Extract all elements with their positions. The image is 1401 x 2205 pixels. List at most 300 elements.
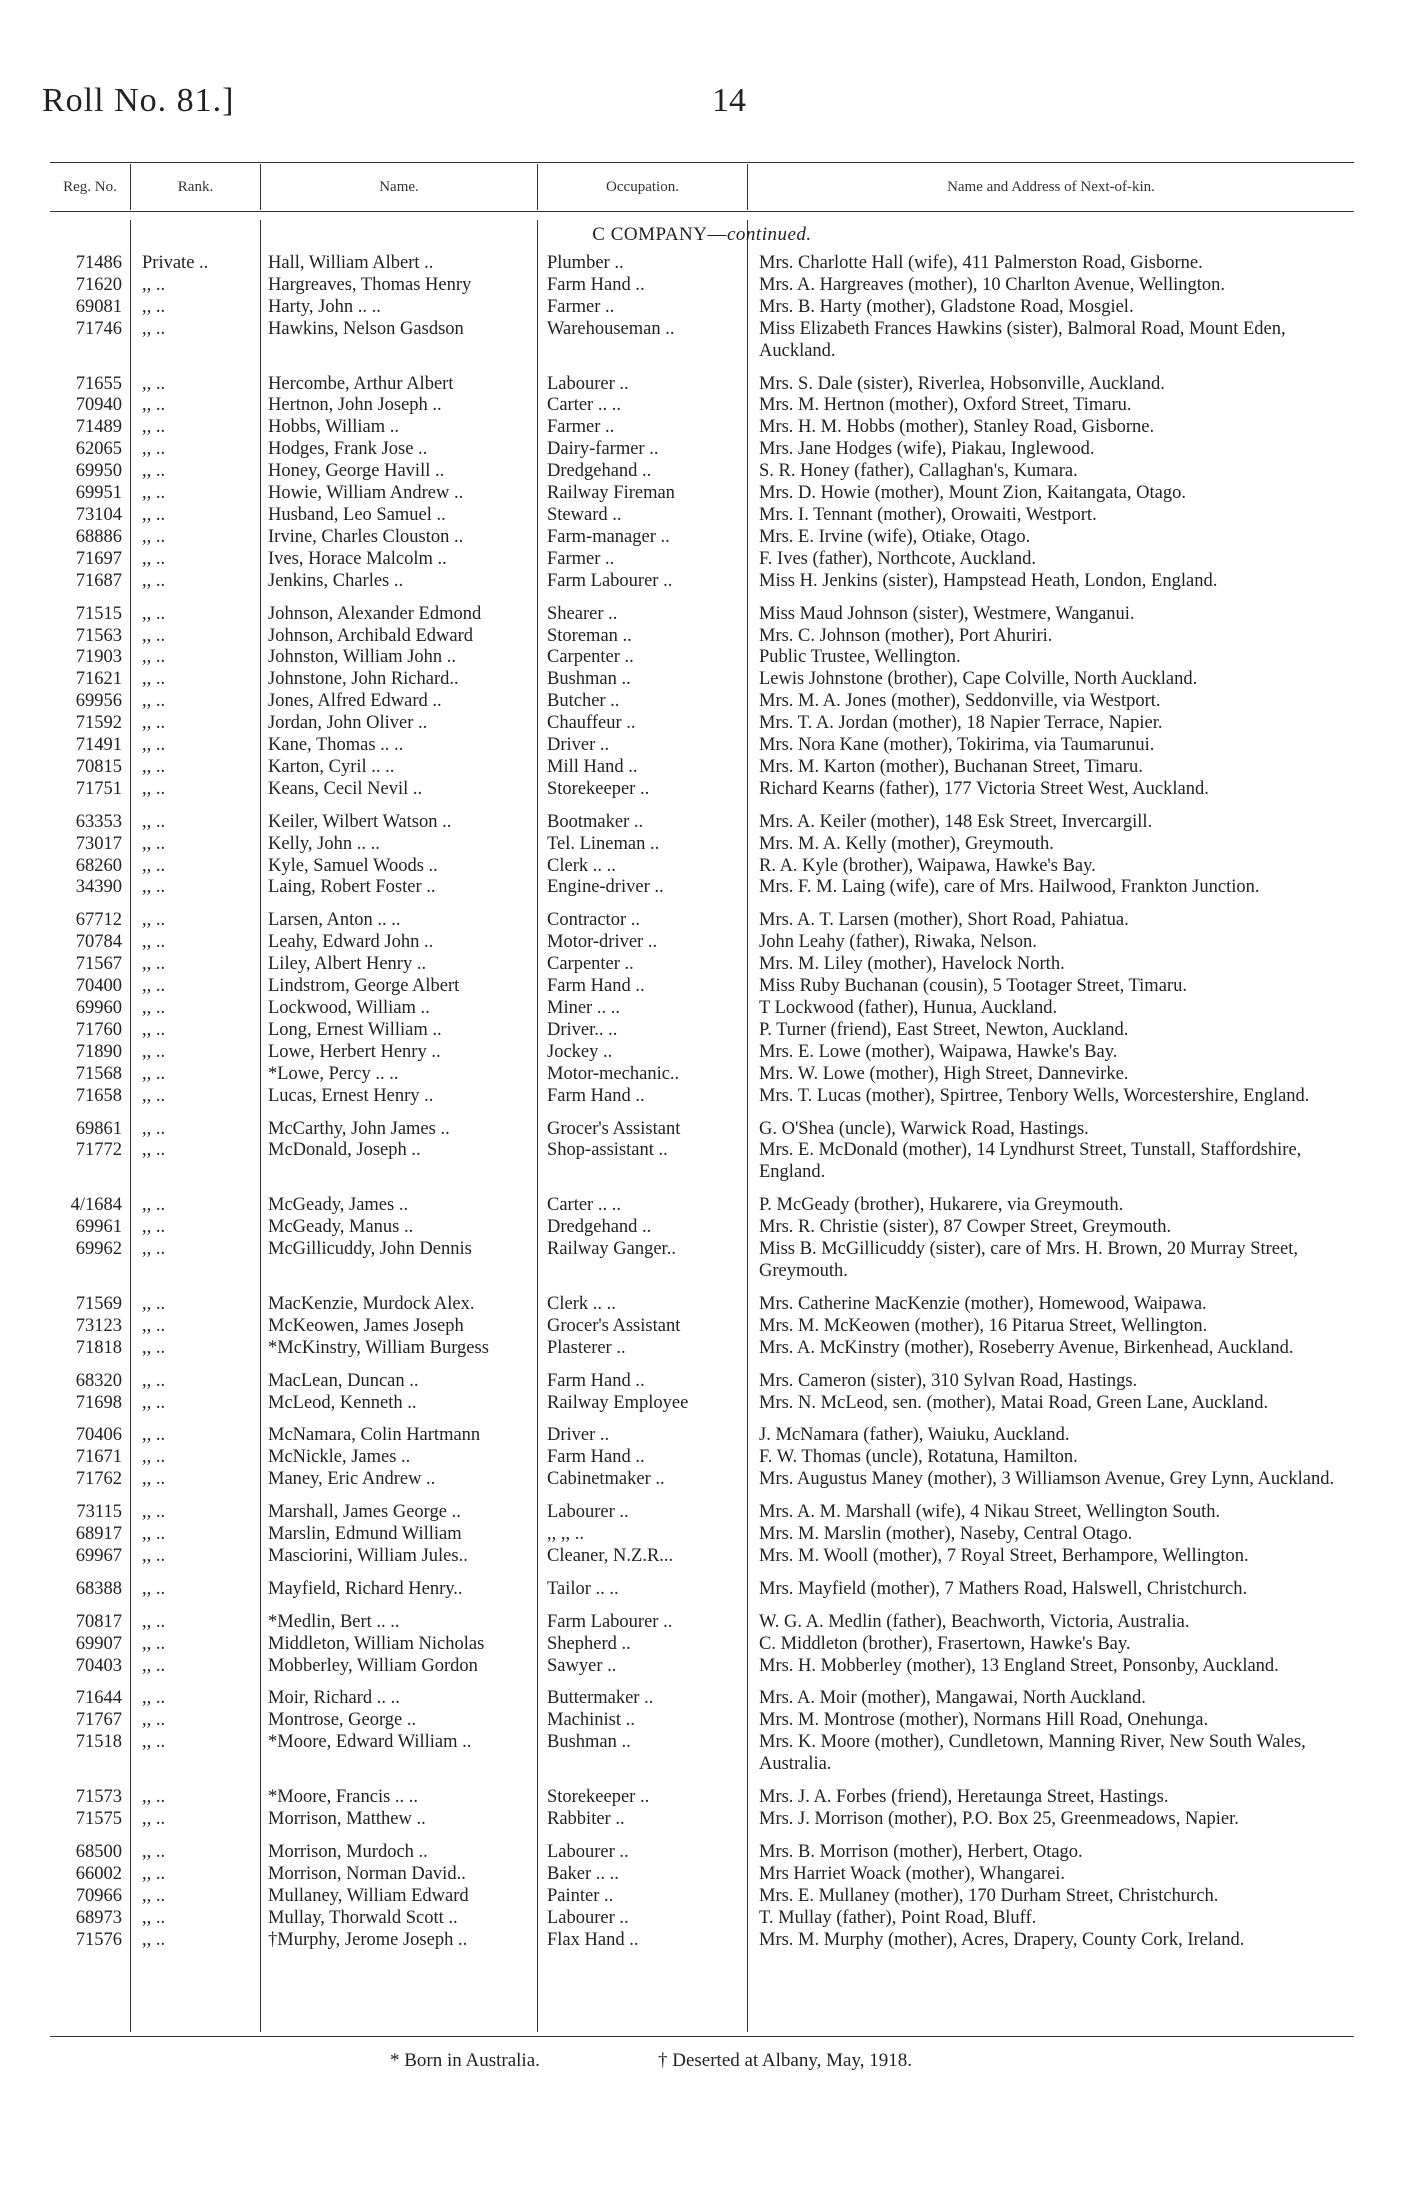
rank-cell: ,, .. [142, 1118, 166, 1139]
next-of-kin-cell: Mrs. C. Johnson (mother), Port Ahuriri. [759, 625, 1053, 646]
table-row [50, 461, 1354, 483]
name-cell: Mullay, Thorwald Scott .. [268, 1907, 458, 1928]
name-cell: Leahy, Edward John .. [268, 932, 434, 953]
next-of-kin-cell: Mrs. M. Murphy (mother), Acres, Drapery, County Cork, Ireland. [759, 1929, 1245, 1950]
table-row [50, 1140, 1354, 1184]
name-cell: Jenkins, Charles .. [268, 570, 404, 591]
page-number: 14 [712, 82, 746, 119]
table-row [50, 1371, 1354, 1393]
table-row [50, 253, 1354, 275]
name-cell: Hargreaves, Thomas Henry [268, 274, 472, 295]
reg-number-cell: 4/1684 [70, 1195, 122, 1216]
reg-number-cell: 69962 [75, 1239, 122, 1260]
table-row [50, 505, 1354, 527]
occupation-cell: Jockey .. [547, 1041, 613, 1062]
column-header-occupation: Occupation. [537, 164, 747, 210]
reg-number-cell: 34390 [75, 877, 122, 898]
rank-cell: ,, .. [142, 274, 166, 295]
rank-cell: ,, .. [142, 1140, 166, 1161]
table-row [50, 954, 1354, 976]
name-cell: Karton, Cyril .. .. [268, 756, 395, 777]
name-cell: Morrison, Murdoch .. [268, 1841, 428, 1862]
occupation-cell: Dredgehand .. [547, 461, 652, 482]
reg-number-cell: 71687 [75, 570, 122, 591]
rank-cell: ,, .. [142, 526, 166, 547]
name-cell: Mayfield, Richard Henry.. [268, 1578, 463, 1599]
reg-number-cell: 73017 [75, 833, 122, 854]
occupation-cell: Farmer .. [547, 417, 615, 438]
rank-cell: ,, .. [142, 1841, 166, 1862]
occupation-cell: Motor-mechanic.. [547, 1063, 680, 1084]
next-of-kin-cell: Mrs. M. Hertnon (mother), Oxford Street, Timaru. [759, 395, 1132, 416]
next-of-kin-cell: Mrs. Cameron (sister), 310 Sylvan Road, Hastings. [759, 1370, 1138, 1391]
reg-number-cell: 71515 [75, 603, 122, 624]
table-row [50, 1732, 1354, 1776]
reg-number-cell: 70815 [75, 756, 122, 777]
next-of-kin-cell: Lewis Johnstone (brother), Cape Colville, North Auckland. [759, 669, 1198, 690]
rank-cell: ,, .. [142, 603, 166, 624]
name-cell: †Murphy, Jerome Joseph .. [268, 1929, 468, 1950]
occupation-cell: Buttermaker .. [547, 1688, 654, 1709]
table-row [50, 319, 1354, 363]
name-cell: Lindstrom, George Albert [268, 976, 460, 997]
rank-cell: ,, .. [142, 1315, 166, 1336]
next-of-kin-cell: Mrs. H. M. Hobbs (mother), Stanley Road, Gisborne. [759, 417, 1155, 438]
next-of-kin-cell: Mrs. K. Moore (mother), Cundletown, Manning River, New South Wales, Australia. [759, 1732, 1306, 1775]
occupation-cell: Engine-driver .. [547, 877, 664, 898]
rank-cell: ,, .. [142, 1370, 166, 1391]
next-of-kin-cell: C. Middleton (brother), Frasertown, Hawke's Bay. [759, 1633, 1131, 1654]
occupation-cell: Dredgehand .. [547, 1217, 652, 1238]
reg-number-cell: 69950 [75, 461, 122, 482]
table-row [50, 1469, 1354, 1491]
rank-cell: ,, .. [142, 548, 166, 569]
name-cell: Irvine, Charles Clouston .. [268, 526, 464, 547]
table-row [50, 856, 1354, 878]
next-of-kin-cell: P. McGeady (brother), Hukarere, via Greymouth. [759, 1195, 1124, 1216]
table-row [50, 604, 1354, 626]
rank-cell: ,, .. [142, 1787, 166, 1808]
occupation-cell: Bootmaker .. [547, 811, 644, 832]
next-of-kin-cell: Richard Kearns (father), 177 Victoria Street West, Auckland. [759, 778, 1209, 799]
reg-number-cell: 71658 [75, 1085, 122, 1106]
reg-number-cell: 73104 [75, 504, 122, 525]
rank-cell: ,, .. [142, 1041, 166, 1062]
occupation-cell: Farm Labourer .. [547, 1611, 673, 1632]
table-row [50, 439, 1354, 461]
table-row [50, 1425, 1354, 1447]
reg-number-cell: 68886 [75, 526, 122, 547]
next-of-kin-cell: S. R. Honey (father), Callaghan's, Kumara. [759, 461, 1078, 482]
name-cell: McNickle, James .. [268, 1447, 411, 1468]
occupation-cell: Labourer .. [547, 373, 629, 394]
reg-number-cell: 68260 [75, 855, 122, 876]
table-row [50, 626, 1354, 648]
occupation-cell: Railway Ganger.. [547, 1239, 676, 1260]
next-of-kin-cell: Mrs. N. McLeod, sen. (mother), Matai Road, Green Lane, Auckland. [759, 1392, 1269, 1413]
reg-number-cell: 67712 [75, 910, 122, 931]
rank-cell: ,, .. [142, 1502, 166, 1523]
table-row [50, 1688, 1354, 1710]
rank-cell: ,, .. [142, 1085, 166, 1106]
next-of-kin-cell: Mrs. Charlotte Hall (wife), 411 Palmerston Road, Gisborne. [759, 253, 1203, 273]
next-of-kin-cell: Public Trustee, Wellington. [759, 647, 961, 668]
next-of-kin-cell: Mrs. R. Christie (sister), 87 Cowper Street, Greymouth. [759, 1217, 1172, 1238]
table-row [50, 571, 1354, 593]
table-row [50, 812, 1354, 834]
footnotes [50, 2050, 1354, 2090]
name-cell: Laing, Robert Foster .. [268, 877, 436, 898]
occupation-cell: Rabbiter .. [547, 1809, 625, 1829]
table-row [50, 1064, 1354, 1086]
rank-cell: ,, .. [142, 417, 166, 438]
table-row [50, 1886, 1354, 1908]
column-header-rank: Rank. [130, 164, 260, 210]
next-of-kin-cell: Mrs. A. McKinstry (mother), Roseberry Avenue, Birkenhead, Auckland. [759, 1337, 1294, 1358]
reg-number-cell: 70406 [75, 1425, 122, 1446]
reg-number-cell: 70403 [75, 1655, 122, 1676]
name-cell: Kelly, John .. .. [268, 833, 380, 854]
rank-cell: ,, .. [142, 713, 166, 734]
occupation-cell: Carpenter .. [547, 647, 634, 668]
column-header-name: Name. [260, 164, 537, 210]
column-header-next-of-kin: Name and Address of Next-of-kin. [747, 164, 1354, 210]
rank-cell: ,, .. [142, 954, 166, 975]
table-row [50, 1316, 1354, 1338]
next-of-kin-cell: Mrs. J. A. Forbes (friend), Heretaunga Street, Hastings. [759, 1787, 1169, 1808]
next-of-kin-cell: F. Ives (father), Northcote, Auckland. [759, 548, 1036, 569]
name-cell: Morrison, Norman David.. [268, 1863, 466, 1884]
rank-cell: ,, .. [142, 1545, 166, 1566]
reg-number-cell: 71486 [75, 253, 122, 273]
name-cell: McGeady, Manus .. [268, 1217, 414, 1238]
table-row [50, 395, 1354, 417]
name-cell: Montrose, George .. [268, 1710, 417, 1731]
next-of-kin-cell: R. A. Kyle (brother), Waipawa, Hawke's Bay. [759, 855, 1096, 876]
rank-cell: ,, .. [142, 1578, 166, 1599]
next-of-kin-cell: Mrs. M. A. Jones (mother), Seddonville, via Westport. [759, 691, 1161, 712]
next-of-kin-cell: Mrs. A. T. Larsen (mother), Short Road, Pahiatua. [759, 910, 1129, 931]
occupation-cell: Driver .. [547, 735, 610, 756]
next-of-kin-cell: Mrs. E. Lowe (mother), Waipawa, Hawke's Bay. [759, 1041, 1118, 1062]
occupation-cell: Baker .. .. [547, 1863, 619, 1884]
rank-cell: ,, .. [142, 373, 166, 394]
occupation-cell: Machinist .. [547, 1710, 635, 1731]
occupation-cell: Plasterer .. [547, 1337, 626, 1358]
name-cell: Mullaney, William Edward [268, 1885, 469, 1906]
table-row [50, 1656, 1354, 1678]
reg-number-cell: 71746 [75, 318, 122, 339]
reg-number-cell: 62065 [75, 439, 122, 460]
reg-number-cell: 71890 [75, 1041, 122, 1062]
table-row [50, 998, 1354, 1020]
rank-cell: ,, .. [142, 1809, 166, 1829]
name-cell: Marslin, Edmund William [268, 1524, 462, 1545]
reg-number-cell: 73123 [75, 1315, 122, 1336]
name-cell: Howie, William Andrew .. [268, 483, 464, 504]
table-row [50, 549, 1354, 571]
rank-cell: ,, .. [142, 669, 166, 690]
occupation-cell: Tailor .. .. [547, 1578, 619, 1599]
reg-number-cell: 69960 [75, 998, 122, 1018]
occupation-cell: Farm Hand .. [547, 976, 645, 997]
rank-cell: ,, .. [142, 318, 166, 339]
footnote-deserted: † Deserted at Albany, May, 1918. [658, 2050, 912, 2071]
name-cell: Hall, William Albert .. [268, 253, 434, 273]
reg-number-cell: 69861 [75, 1118, 122, 1139]
reg-number-cell: 69081 [75, 296, 122, 317]
table-row [50, 275, 1354, 297]
next-of-kin-cell: Mrs. M. McKeowen (mother), 16 Pitarua Street, Wellington. [759, 1315, 1208, 1336]
occupation-cell: Farm Hand .. [547, 1085, 645, 1106]
reg-number-cell: 69951 [75, 483, 122, 504]
footnote-born-australia: * Born in Australia. [390, 2050, 540, 2071]
reg-number-cell: 66002 [75, 1863, 122, 1884]
reg-number-cell: 71489 [75, 417, 122, 438]
occupation-cell: Grocer's Assistant [547, 1315, 681, 1336]
rank-cell: ,, .. [142, 833, 166, 854]
table-row [50, 1119, 1354, 1141]
occupation-cell: Carter .. .. [547, 395, 621, 416]
occupation-cell: Chauffeur .. [547, 713, 636, 734]
reg-number-cell: 71568 [75, 1063, 122, 1084]
occupation-cell: Shop-assistant .. [547, 1140, 668, 1161]
reg-number-cell: 71903 [75, 647, 122, 668]
table-row [50, 1020, 1354, 1042]
table-row [50, 932, 1354, 954]
rank-cell: ,, .. [142, 483, 166, 504]
rank-cell: ,, .. [142, 1885, 166, 1906]
name-cell: *Lowe, Percy .. .. [268, 1063, 399, 1084]
rank-cell: ,, .. [142, 647, 166, 668]
name-cell: Marshall, James George .. [268, 1502, 461, 1523]
rank-cell: ,, .. [142, 1392, 166, 1413]
rank-cell: ,, .. [142, 461, 166, 482]
name-cell: Liley, Albert Henry .. [268, 954, 427, 975]
occupation-cell: Clerk .. .. [547, 855, 616, 876]
table-row [50, 735, 1354, 757]
occupation-cell: Railway Fireman [547, 483, 675, 504]
occupation-cell: Carpenter .. [547, 954, 634, 975]
next-of-kin-cell: Mrs. Augustus Maney (mother), 3 Williamson Avenue, Grey Lynn, Auckland. [759, 1469, 1335, 1490]
occupation-cell: Painter .. [547, 1885, 614, 1906]
table-row [50, 1524, 1354, 1546]
reg-number-cell: 71573 [75, 1787, 122, 1808]
occupation-cell: Labourer .. [547, 1907, 629, 1928]
reg-number-cell: 71576 [75, 1929, 122, 1950]
table-row [50, 691, 1354, 713]
next-of-kin-cell: Mrs. E. Irvine (wife), Otiake, Otago. [759, 526, 1031, 547]
reg-number-cell: 70817 [75, 1611, 122, 1632]
next-of-kin-cell: Mrs. F. M. Laing (wife), care of Mrs. Hailwood, Frankton Junction. [759, 877, 1260, 898]
reg-number-cell: 68917 [75, 1524, 122, 1545]
occupation-cell: ,, ,, .. [547, 1524, 584, 1545]
next-of-kin-cell: Miss Maud Johnson (sister), Westmere, Wanganui. [759, 603, 1135, 624]
next-of-kin-cell: John Leahy (father), Riwaka, Nelson. [759, 932, 1037, 953]
reg-number-cell: 69961 [75, 1217, 122, 1238]
table-row [50, 1239, 1354, 1283]
occupation-cell: Bushman .. [547, 669, 631, 690]
next-of-kin-cell: Mrs. M. A. Kelly (mother), Greymouth. [759, 833, 1054, 854]
name-cell: Ives, Horace Malcolm .. [268, 548, 447, 569]
next-of-kin-cell: Mrs. M. Liley (mother), Havelock North. [759, 954, 1065, 975]
reg-number-cell: 68388 [75, 1578, 122, 1599]
name-cell: Husband, Leo Samuel .. [268, 504, 446, 525]
next-of-kin-cell: Mrs. Mayfield (mother), 7 Mathers Road, Halswell, Christchurch. [759, 1578, 1248, 1599]
next-of-kin-cell: Miss Elizabeth Frances Hawkins (sister), Balmoral Road, Mount Eden, Auckland. [759, 318, 1286, 361]
rank-cell: ,, .. [142, 691, 166, 712]
occupation-cell: Farm Hand .. [547, 1370, 645, 1391]
reg-number-cell: 71644 [75, 1688, 122, 1709]
next-of-kin-cell: Mrs. T. A. Jordan (mother), 18 Napier Terrace, Napier. [759, 713, 1163, 734]
occupation-cell: Cabinetmaker .. [547, 1469, 665, 1490]
table-row [50, 1447, 1354, 1469]
table-row [50, 1908, 1354, 1930]
reg-number-cell: 71491 [75, 735, 122, 756]
table-row [50, 1930, 1354, 1952]
rank-cell: ,, .. [142, 1524, 166, 1545]
table-row [50, 1042, 1354, 1064]
rank-cell: ,, .. [142, 855, 166, 876]
rank-cell: ,, .. [142, 1929, 166, 1950]
reg-number-cell: 71621 [75, 669, 122, 690]
reg-number-cell: 71818 [75, 1337, 122, 1358]
occupation-cell: Warehouseman .. [547, 318, 675, 339]
occupation-cell: Sawyer .. [547, 1655, 617, 1676]
name-cell: Lucas, Ernest Henry .. [268, 1085, 434, 1106]
occupation-cell: Plumber .. [547, 253, 624, 273]
table-row [50, 976, 1354, 998]
next-of-kin-cell: G. O'Shea (uncle), Warwick Road, Hastings. [759, 1118, 1089, 1139]
next-of-kin-cell: Mrs. Catherine MacKenzie (mother), Homewood, Waipawa. [759, 1293, 1207, 1314]
table-row [50, 910, 1354, 932]
name-cell: MacKenzie, Murdock Alex. [268, 1293, 475, 1314]
name-cell: MacLean, Duncan .. [268, 1370, 419, 1391]
occupation-cell: Miner .. .. [547, 998, 620, 1018]
rank-cell: ,, .. [142, 1863, 166, 1884]
table-row [50, 1612, 1354, 1634]
table-row [50, 1809, 1354, 1831]
next-of-kin-cell: Mrs. Nora Kane (mother), Tokirima, via Taumarunui. [759, 735, 1155, 756]
rank-cell: ,, .. [142, 1019, 166, 1040]
rank-cell: ,, .. [142, 1293, 166, 1314]
occupation-cell: Farm Hand .. [547, 274, 645, 295]
rank-cell: ,, .. [142, 1469, 166, 1490]
table-row [50, 1864, 1354, 1886]
rank-cell: ,, .. [142, 1217, 166, 1238]
next-of-kin-cell: Mrs. M. Montrose (mother), Normans Hill Road, Onehunga. [759, 1710, 1209, 1731]
reg-number-cell: 73115 [76, 1502, 122, 1523]
roll-table [50, 253, 1354, 1951]
next-of-kin-cell: Mrs Harriet Woack (mother), Whangarei. [759, 1863, 1066, 1884]
table-row [50, 877, 1354, 899]
next-of-kin-cell: Mrs. I. Tennant (mother), Orowaiti, Westport. [759, 504, 1097, 525]
name-cell: Lockwood, William .. [268, 998, 430, 1018]
rank-cell: ,, .. [142, 976, 166, 997]
occupation-cell: Carter .. .. [547, 1195, 621, 1216]
table-row [50, 1393, 1354, 1415]
occupation-cell: Dairy-farmer .. [547, 439, 659, 460]
table-row [50, 1787, 1354, 1809]
next-of-kin-cell: Miss B. McGillicuddy (sister), care of Mrs. H. Brown, 20 Murray Street, Greymouth. [759, 1239, 1298, 1281]
rank-cell: ,, .. [142, 932, 166, 953]
name-cell: Middleton, William Nicholas [268, 1633, 485, 1654]
name-cell: Johnson, Alexander Edmond [268, 603, 482, 624]
rank-cell: ,, .. [142, 756, 166, 777]
next-of-kin-cell: T Lockwood (father), Hunua, Auckland. [759, 998, 1058, 1018]
name-cell: Hawkins, Nelson Gasdson [268, 318, 464, 339]
name-cell: Mobberley, William Gordon [268, 1655, 478, 1676]
rank-cell: ,, .. [142, 1239, 166, 1260]
occupation-cell: Labourer .. [547, 1841, 629, 1862]
name-cell: McKeowen, James Joseph [268, 1315, 464, 1336]
table-row [50, 779, 1354, 801]
name-cell: Kyle, Samuel Woods .. [268, 855, 438, 876]
table-row [50, 1217, 1354, 1239]
next-of-kin-cell: Mrs. T. Lucas (mother), Spirtree, Tenbory Wells, Worcestershire, England. [759, 1085, 1310, 1106]
name-cell: Maney, Eric Andrew .. [268, 1469, 436, 1490]
rank-cell: ,, .. [142, 998, 166, 1018]
table-row [50, 647, 1354, 669]
next-of-kin-cell: Mrs. E. Mullaney (mother), 170 Durham Street, Christchurch. [759, 1885, 1219, 1906]
name-cell: Keans, Cecil Nevil .. [268, 778, 423, 799]
table-row [50, 417, 1354, 439]
reg-number-cell: 69956 [75, 691, 122, 712]
name-cell: Jones, Alfred Edward .. [268, 691, 442, 712]
header-bottom-rule [50, 211, 1354, 212]
table-row [50, 1195, 1354, 1217]
next-of-kin-cell: Mrs. Jane Hodges (wife), Piakau, Inglewood. [759, 439, 1095, 460]
reg-number-cell: 71592 [75, 713, 122, 734]
name-cell: Kane, Thomas .. .. [268, 735, 404, 756]
reg-number-cell: 69967 [75, 1545, 122, 1566]
occupation-cell: Shepherd .. [547, 1633, 631, 1654]
occupation-cell: Butcher .. [547, 691, 620, 712]
name-cell: Larsen, Anton .. .. [268, 910, 401, 931]
next-of-kin-cell: F. W. Thomas (uncle), Rotatuna, Hamilton. [759, 1447, 1078, 1468]
name-cell: Lowe, Herbert Henry .. [268, 1041, 441, 1062]
rank-cell: ,, .. [142, 504, 166, 525]
occupation-cell: Driver .. [547, 1425, 610, 1446]
occupation-cell: Grocer's Assistant [547, 1118, 681, 1139]
next-of-kin-cell: Mrs. S. Dale (sister), Riverlea, Hobsonville, Auckland. [759, 373, 1165, 394]
rank-cell: ,, .. [142, 570, 166, 591]
rank-cell: ,, .. [142, 296, 166, 317]
next-of-kin-cell: W. G. A. Medlin (father), Beachworth, Victoria, Australia. [759, 1611, 1190, 1632]
rank-cell: ,, .. [142, 910, 166, 931]
occupation-cell: Railway Employee [547, 1392, 689, 1413]
table-row [50, 374, 1354, 396]
rank-cell: ,, .. [142, 1425, 166, 1446]
rank-cell: ,, .. [142, 1732, 166, 1753]
reg-number-cell: 70966 [75, 1885, 122, 1906]
occupation-cell: Storekeeper .. [547, 1787, 650, 1808]
reg-number-cell: 71518 [75, 1732, 122, 1753]
occupation-cell: Farm Labourer .. [547, 570, 673, 591]
next-of-kin-cell: Mrs. B. Morrison (mother), Herbert, Otago. [759, 1841, 1083, 1862]
name-cell: McGeady, James .. [268, 1195, 409, 1216]
name-cell: Johnstone, John Richard.. [268, 669, 459, 690]
table-row [50, 1086, 1354, 1108]
next-of-kin-cell: Mrs. B. Harty (mother), Gladstone Road, Mosgiel. [759, 296, 1134, 317]
occupation-cell: Farm Hand .. [547, 1447, 645, 1468]
occupation-cell: Contractor .. [547, 910, 640, 931]
name-cell: Harty, John .. .. [268, 296, 381, 317]
reg-number-cell: 71698 [75, 1392, 122, 1413]
next-of-kin-cell: Miss H. Jenkins (sister), Hampstead Heath, London, England. [759, 570, 1218, 591]
name-cell: McDonald, Joseph .. [268, 1140, 421, 1161]
next-of-kin-cell: T. Mullay (father), Point Road, Bluff. [759, 1907, 1037, 1928]
